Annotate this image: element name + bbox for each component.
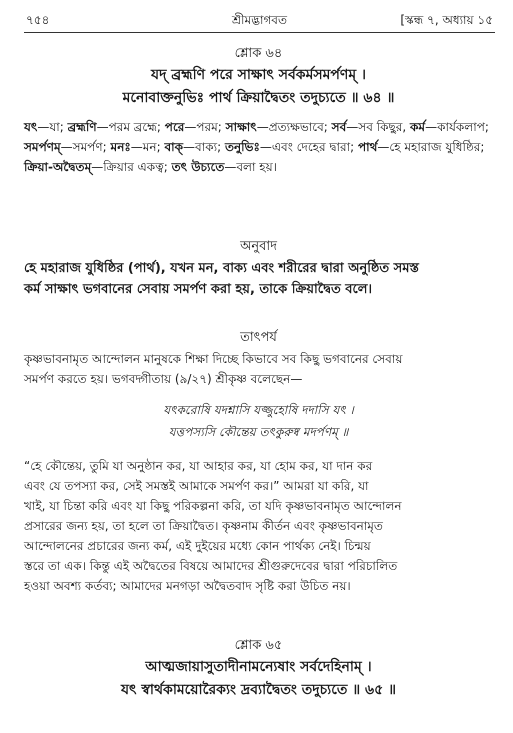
synonym-meaning: যা; xyxy=(49,120,64,134)
synonym-word: ব্রহ্মণি xyxy=(67,120,97,134)
synonym-dash: — xyxy=(60,140,73,154)
synonym-dash: — xyxy=(184,120,197,134)
quote-line: যৎকরোষি যদশ্নাসি যজ্জুহোষি দদাসি যৎ । xyxy=(163,403,354,417)
synonym-meaning: কার্যকলাপ; xyxy=(437,120,489,134)
word-for-word-synonyms xyxy=(24,117,493,177)
purport-heading: তাৎপর্য xyxy=(240,330,277,345)
purport-line: “হে কৌন্তেয়, তুমি যা অনুষ্ঠান কর, যা আহার কর, যা হোম কর, যা দান কর xyxy=(24,459,373,473)
purport-line: হওয়া অবশ্য কর্তব্য; আমাদের মনগড়া অদ্বৈতবাদ সৃষ্টি করা উচিত নয়। xyxy=(24,579,351,593)
book-title: শ্রীমদ্ভাগবত xyxy=(231,13,287,27)
purport-line: আন্দোলনের প্রচারের জন্য কর্ম, এই দুইয়ের মধ্যে কোন পার্থক্য নেই। চিন্ময় xyxy=(24,539,371,553)
synonym-dash: — xyxy=(37,120,50,134)
verse-line: মনোবাক্তনুভিঃ পার্থ ক্রিয়াদ্বৈতং তদুচ্যতে ॥ ৬৪ ॥ xyxy=(122,90,395,106)
translation-heading: অনুবাদ xyxy=(240,239,277,254)
synonym-meaning: প্রত্যক্ষভাবে; xyxy=(268,120,328,134)
gita-quotation xyxy=(24,399,493,443)
synonym-dash: — xyxy=(425,120,438,134)
running-header xyxy=(26,12,493,28)
synonym-dash: — xyxy=(91,160,104,174)
purport-body xyxy=(24,456,493,596)
synonym-meaning: এবং দেহের দ্বারা; xyxy=(271,140,355,154)
page-number: ৭৫৪ xyxy=(26,13,50,27)
synonym-dash: — xyxy=(96,120,109,134)
purport-line: প্রসারের জন্য হয়, তা হলে তা ক্রিয়াদ্বৈত। কৃষ্ণনাম কীর্তন এবং কৃষ্ণভাবনামৃত xyxy=(24,519,383,533)
synonym-word: তনুভিঃ xyxy=(224,140,260,154)
verse-line: যৎ স্বার্থকাময়োরৈক্যং দ্রব্যাদ্বৈতং তদুচ্যতে ॥ ৬৫ ॥ xyxy=(120,682,397,698)
synonym-meaning: বাক্য; xyxy=(195,140,222,154)
sanskrit-verse xyxy=(24,656,493,702)
synonym-word: সর্ব xyxy=(331,120,347,134)
purport-line: খাই, যা চিন্তা করি এবং যা কিছু পরিকল্পনা করি, তা যদি কৃষ্ণভাবনামৃত আন্দোলন xyxy=(24,499,402,513)
synonym-dash: — xyxy=(130,140,143,154)
verse-line: আত্মজায়াসুতাদীনামন্যেষাং সর্বদেহিনাম্ । xyxy=(145,659,372,675)
synonym-dash: — xyxy=(183,140,196,154)
quote-line: যত্তপস্যসি কৌন্তেয় তৎকুরুষ্ব মদর্পণম্ ॥ xyxy=(168,425,349,439)
verse-heading: শ্লোক ৬৫ xyxy=(234,638,283,653)
translation-line: হে মহারাজ যুধিষ্ঠির (পার্থ), যখন মন, বাক্য এবং শরীরের দ্বারা অনুষ্ঠিত সমস্ত xyxy=(24,261,419,276)
verse-heading: শ্লোক ৬৪ xyxy=(234,46,283,61)
synonym-dash: — xyxy=(346,120,359,134)
synonym-meaning: পরম ব্রহ্মে; xyxy=(108,120,161,134)
synonym-meaning: হে মহারাজ যুধিষ্ঠির; xyxy=(389,140,485,154)
translation xyxy=(24,258,493,300)
synonym-meaning: সব কিছুর, xyxy=(358,120,407,134)
purport-line: সমর্পণ করতে হয়। ভগবদ্গীতায় (৯/২৭) শ্রীকৃষ্ণ বলেছেন— xyxy=(24,372,303,386)
purport-line: এবং যে তপস্যা কর, সেই সমস্তই আমাকে সমর্পণ কর।” আমরা যা করি, যা xyxy=(24,479,369,493)
synonym-word: যৎ xyxy=(24,120,38,134)
synonym-word: তৎ উচ্যতে xyxy=(171,160,225,174)
synonym-word: মনঃ xyxy=(110,140,131,154)
sanskrit-verse xyxy=(24,64,493,110)
header-rule xyxy=(24,32,495,33)
synonym-meaning: পরম; xyxy=(196,120,222,134)
synonym-word: পার্থ xyxy=(357,140,378,154)
translation-line: কর্ম সাক্ষাৎ ভগবানের সেবায় সমর্পণ করা হয়, তাকে ক্রিয়াদ্বৈত বলে। xyxy=(24,282,373,297)
purport-line: কৃষ্ণভাবনামৃত আন্দোলন মানুষকে শিক্ষা দিচ্ছে কিভাবে সব কিছু ভগবানের সেবায় xyxy=(24,352,403,366)
synonym-meaning: সমর্পণ; xyxy=(72,140,107,154)
synonym-word: কর্ম xyxy=(410,120,426,134)
synonym-word: ক্রিয়া-অদ্বৈতম্ xyxy=(24,160,92,174)
chapter-reference: [স্কন্ধ ৭, অধ্যায় ১৫ xyxy=(400,13,493,27)
synonym-word: সাক্ষাৎ xyxy=(225,120,257,134)
synonym-dash: — xyxy=(259,140,272,154)
purport-line: স্তরে তা এক। কিন্তু এই অদ্বৈতের বিষয়ে আমাদের শ্রীগুরুদেবের দ্বারা পরিচালিত xyxy=(24,559,398,573)
synonym-dash: — xyxy=(224,160,237,174)
synonym-word: পরে xyxy=(164,120,185,134)
synonym-meaning: বলা হয়। xyxy=(236,160,277,174)
synonym-meaning: মন; xyxy=(142,140,161,154)
purport-intro xyxy=(24,349,493,389)
verse-line: যদ্ ব্রহ্মণি পরে সাক্ষাৎ সর্বকর্মসমর্পণম্ । xyxy=(151,67,366,83)
synonym-dash: — xyxy=(377,140,390,154)
synonym-word: বাক্ xyxy=(164,140,184,154)
synonym-dash: — xyxy=(256,120,269,134)
synonym-word: সমর্পণম্ xyxy=(24,140,61,154)
synonym-meaning: ক্রিয়ার একত্ব; xyxy=(103,160,168,174)
